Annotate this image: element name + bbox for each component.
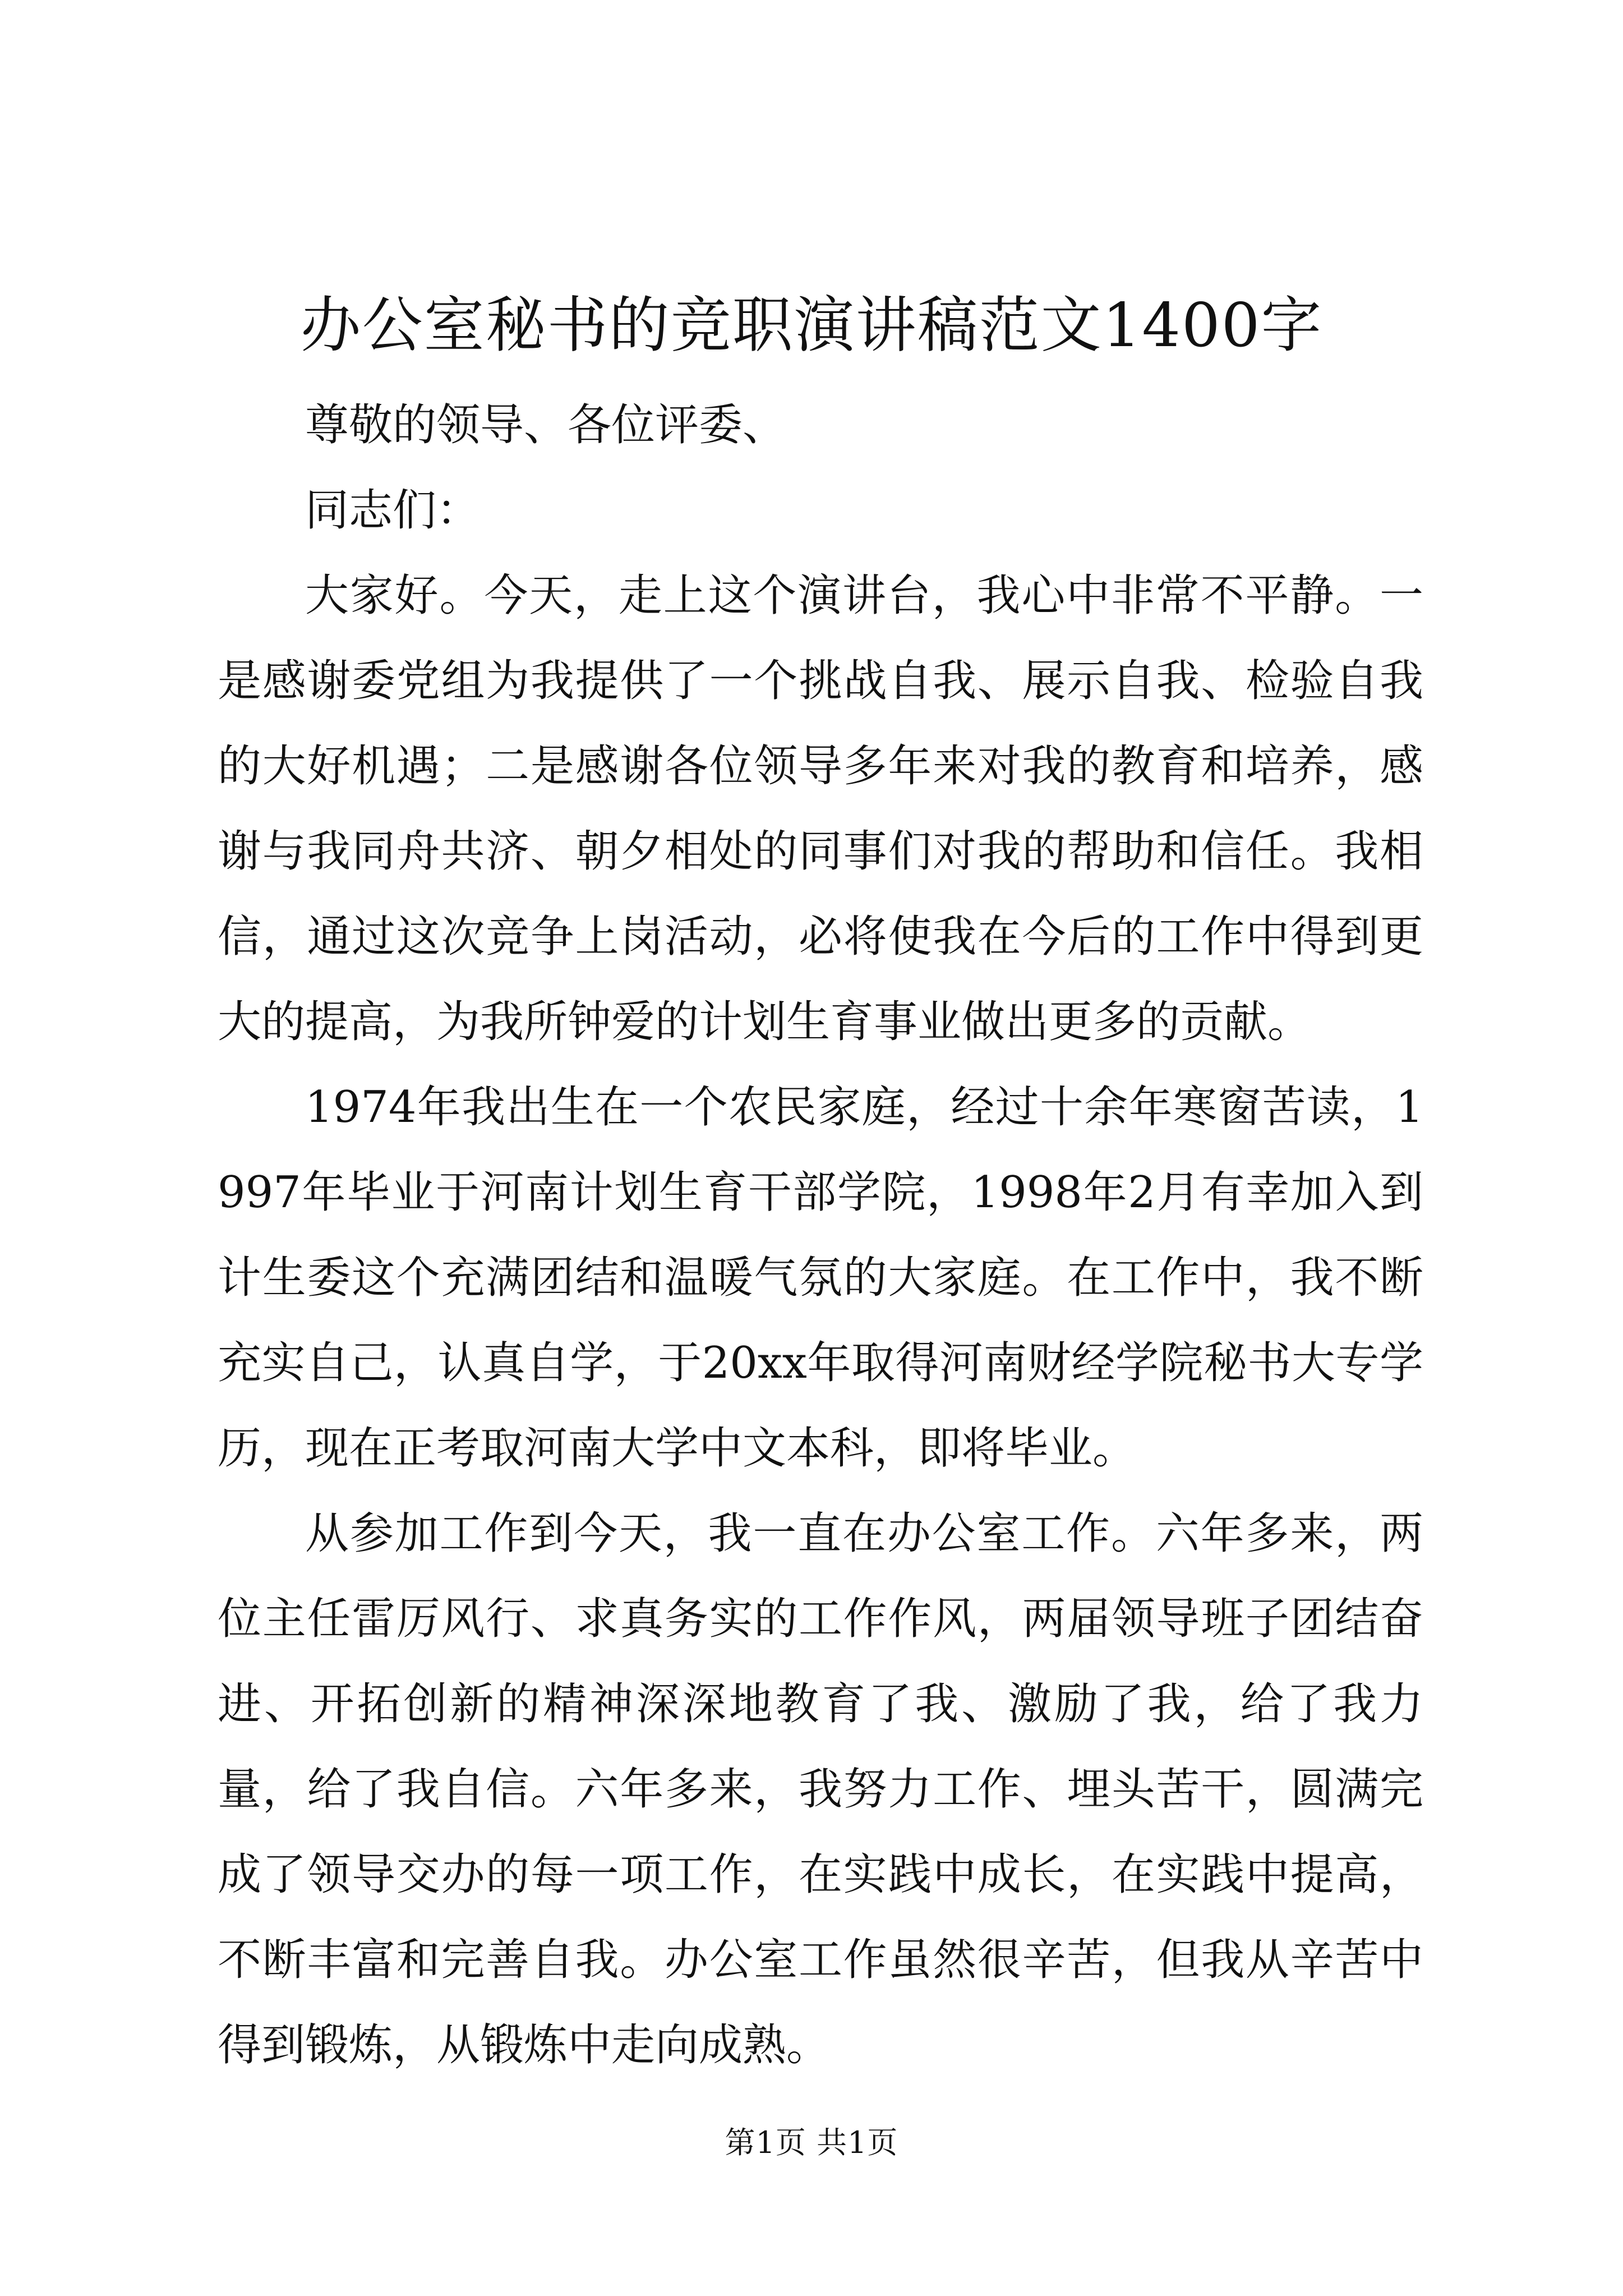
document-title: 办公室秘书的竞职演讲稿范文1400字 [300, 291, 1323, 361]
salutation-line-1: 尊敬的领导、各位评委、 [305, 400, 787, 450]
page-footer: 第1页 共1页 [725, 2125, 898, 2160]
paragraph-experience: 从参加工作到今天，我一直在办公室工作。六年多来，两位主任雷厉风行、求真务实的工作作风，两届领导班子团结奋进、开拓创新的精神深深地教育了我、激励了我，给了我力量，给了我自信。六年多来，我努力工作、埋头苦干，圆满完成了领导交办的每一项工作，在实践中成长，在实践中提高，不断丰富和完善自我。办公室工作虽然很辛苦，但我从辛苦中得到锻炼，从锻炼中走向成熟。 [218, 1508, 1423, 2070]
salutation-line-2: 同志们： [305, 485, 481, 536]
paragraph-background: 1974年我出生在一个农民家庭，经过十余年寒窗苦读，1997年毕业于河南计划生育干部学院，1998年2月有幸加入到计生委这个充满团结和温暖气氛的大家庭。在工作中，我不断充实自己，认真自学，于20xx年取得河南财经学院秘书大专学历，现在正考取河南大学中文本科，即将毕业。 [218, 1082, 1423, 1474]
document-body [218, 383, 1423, 2088]
paragraph-greeting: 大家好。今天，走上这个演讲台，我心中非常不平静。一是感谢委党组为我提供了一个挑战自我、展示自我、检验自我的大好机遇；二是感谢各位领导多年来对我的教育和培养，感谢与我同舟共济、朝夕相处的同事们对我的帮助和信任。我相信，通过这次竞争上岗活动，必将使我在今后的工作中得到更大的提高，为我所钟爱的计划生育事业做出更多的贡献。 [218, 570, 1423, 1047]
